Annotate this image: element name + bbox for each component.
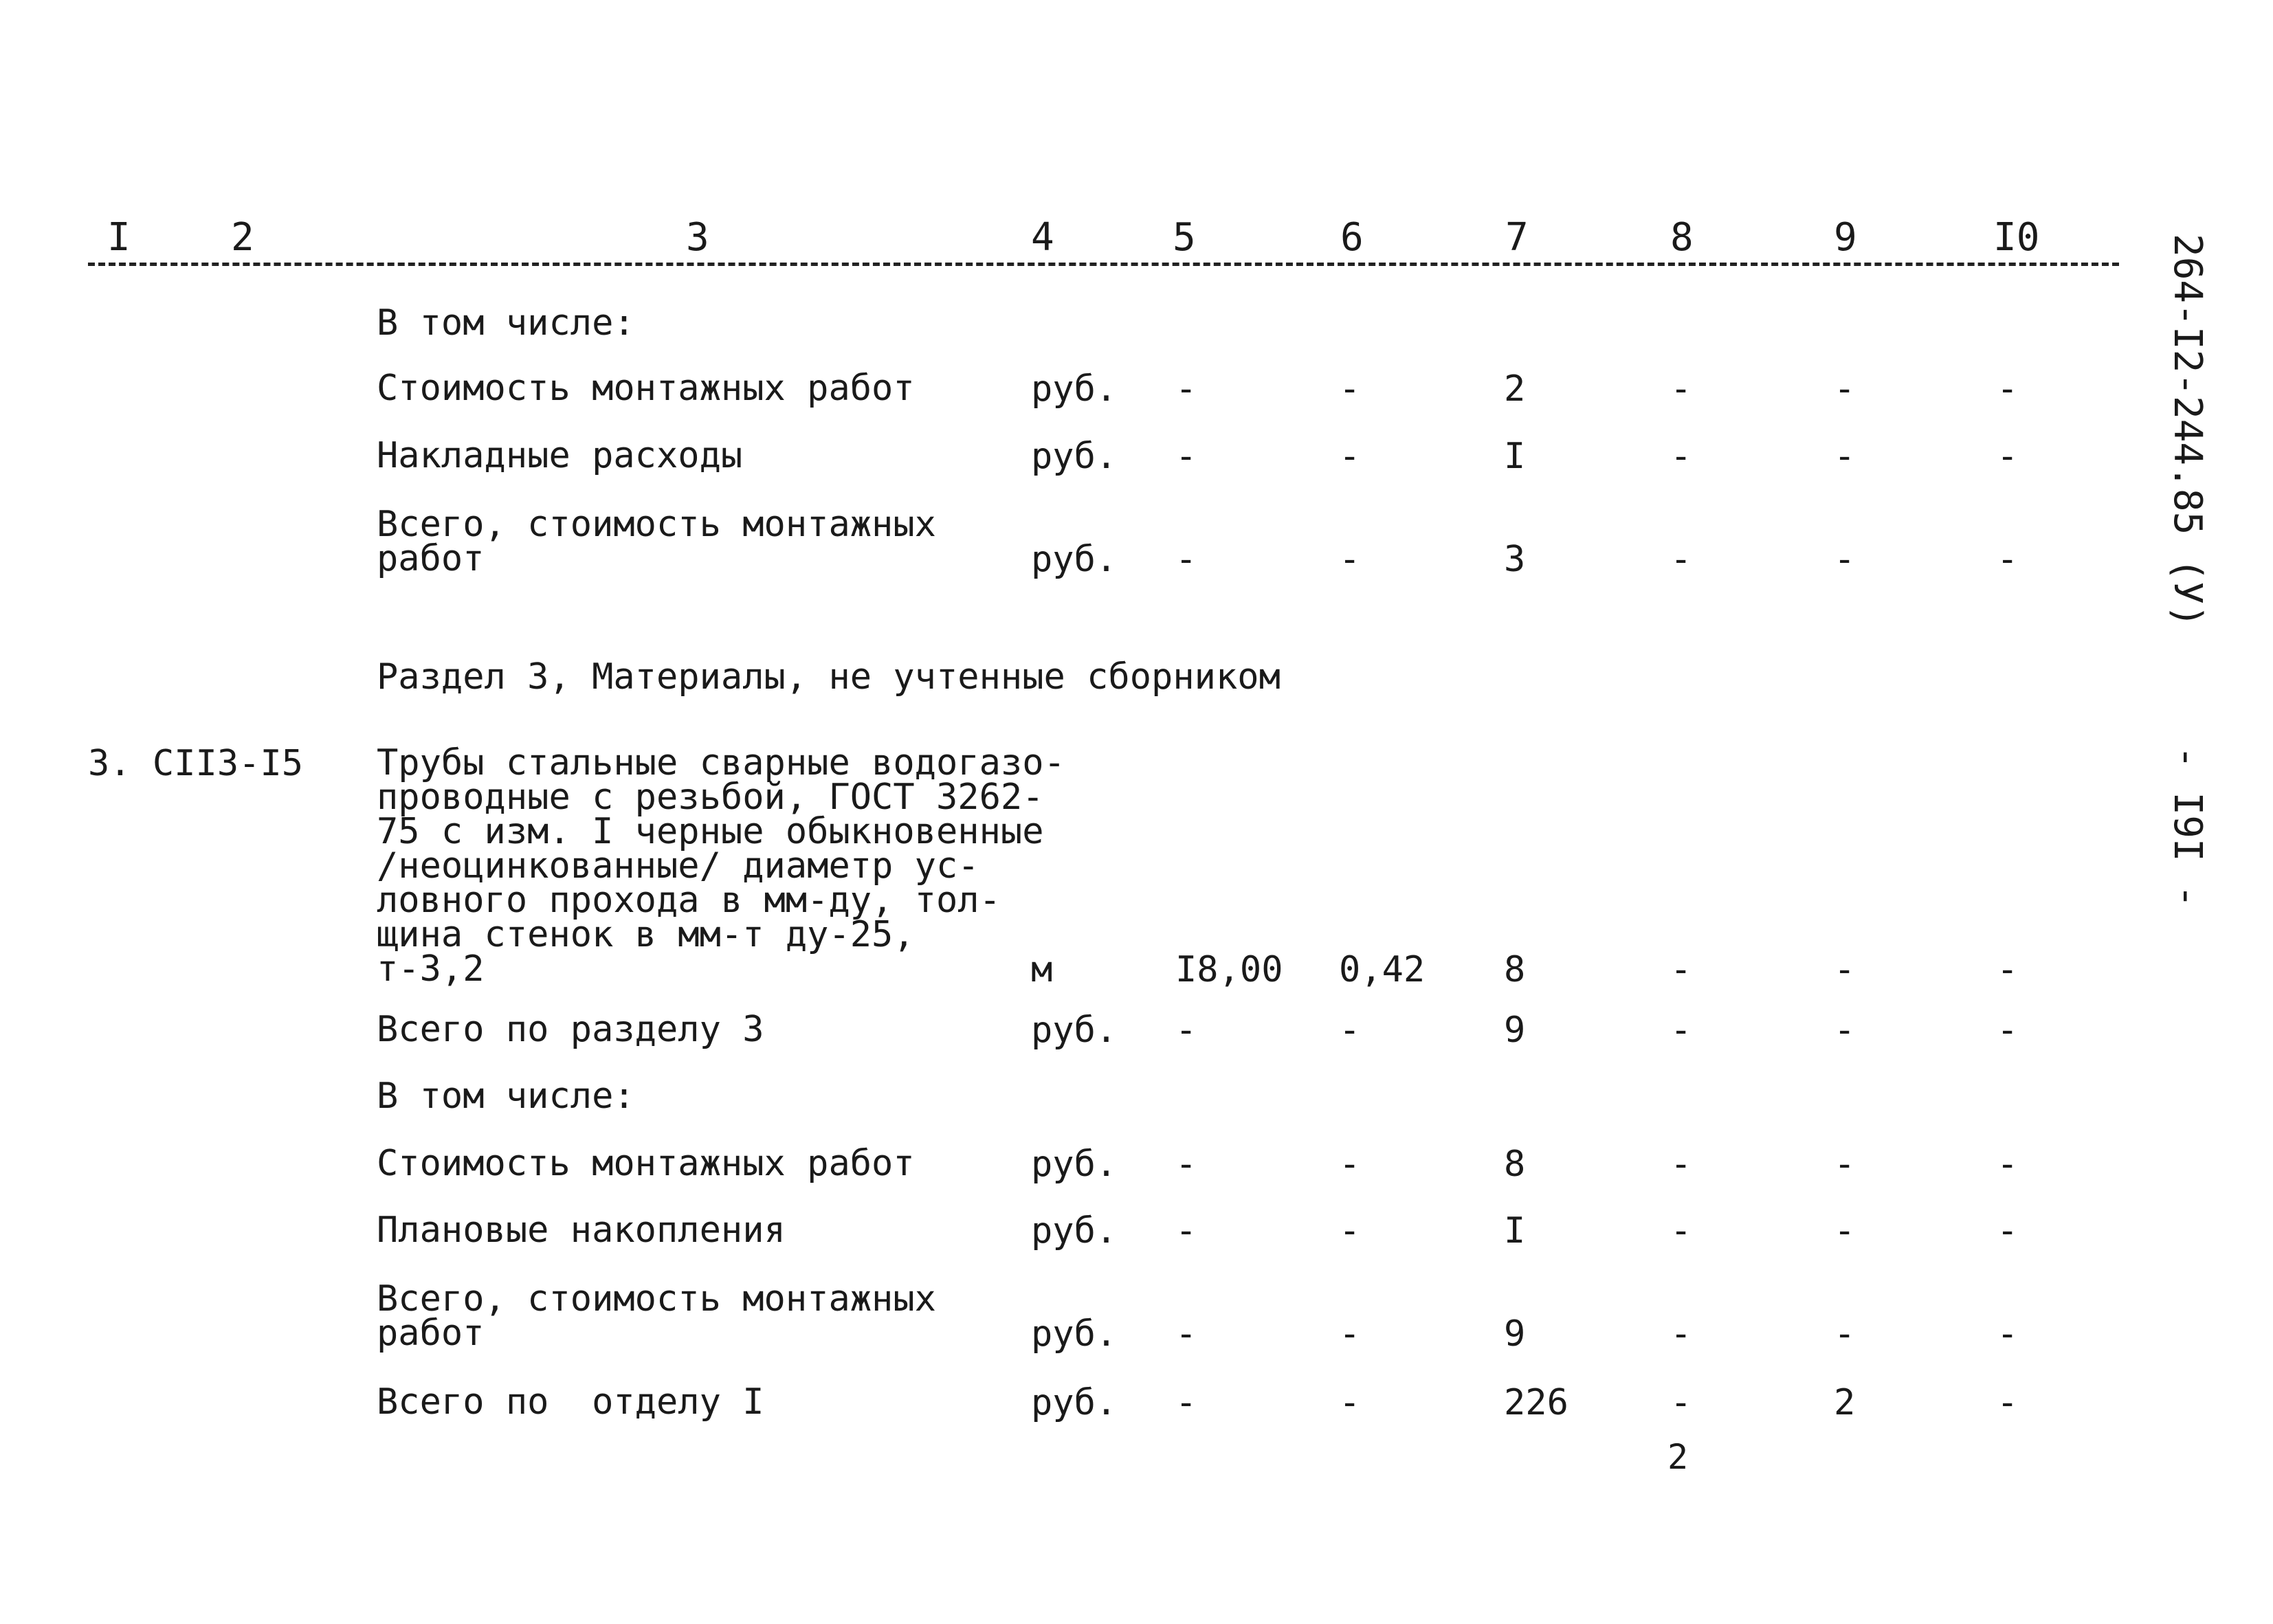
row-12-col8-sub: 2 — [1667, 1437, 1689, 1477]
row-9-c5: - — [1175, 1144, 1197, 1185]
row-4-description: Всего, стоимость монтажных работ — [377, 504, 936, 579]
row-3-c5: - — [1175, 436, 1197, 477]
row-4-unit: руб. — [1031, 539, 1118, 580]
col-header-3: 3 — [686, 215, 709, 260]
row-4-c8: - — [1670, 539, 1692, 580]
row-12-c7: 226 — [1504, 1382, 1568, 1423]
row-7-unit: руб. — [1031, 1010, 1118, 1051]
row-6-c9: - — [1834, 949, 1856, 990]
row-10-unit: руб. — [1031, 1210, 1118, 1252]
row-11-c5: - — [1175, 1313, 1197, 1355]
row-9-c7: 8 — [1504, 1144, 1526, 1185]
row-2-unit: руб. — [1031, 368, 1118, 410]
row-6-unit: м — [1031, 949, 1053, 990]
row-6-c8: - — [1670, 949, 1692, 990]
col-header-2: 2 — [231, 215, 254, 260]
row-10-c10: - — [1997, 1210, 2019, 1252]
row-6-description: Трубы стальные сварные водогазо- проводные с резьбой, ГОСТ 3262- 75 с изм. I черные обыкновенные /неоцинкованные/ диаметр ус- ловного прохода в мм-ду, тол- щина стенок в мм-т ду-25, т-3,2 — [377, 742, 1065, 990]
row-6-number: 3. СII3-I5 — [88, 743, 304, 784]
row-1-description: В том числе: — [377, 302, 635, 344]
col-header-6: 6 — [1340, 215, 1364, 260]
row-2-c6: - — [1339, 368, 1361, 410]
row-4-c6: - — [1339, 539, 1361, 580]
row-9-c6: - — [1339, 1144, 1361, 1185]
page-number: - I9I - — [2165, 746, 2210, 909]
col-header-4: 4 — [1031, 215, 1054, 260]
row-2-description: Стоимость монтажных работ — [377, 368, 915, 409]
col-header-5: 5 — [1173, 215, 1196, 260]
row-9-c8: - — [1670, 1144, 1692, 1185]
row-10-c8: - — [1670, 1210, 1692, 1252]
col-header-8: 8 — [1670, 215, 1694, 260]
row-9-c9: - — [1834, 1144, 1856, 1185]
row-10-c5: - — [1175, 1210, 1197, 1252]
row-8-description: В том числе: — [377, 1076, 635, 1117]
row-3-c8: - — [1670, 436, 1692, 477]
row-4-c5: - — [1175, 539, 1197, 580]
row-7-c8: - — [1670, 1010, 1692, 1051]
row-11-description: Всего, стоимость монтажных работ — [377, 1278, 936, 1354]
header-divider — [88, 263, 2119, 266]
row-2-c5: - — [1175, 368, 1197, 410]
row-12-c9: 2 — [1834, 1382, 1856, 1423]
row-3-c6: - — [1339, 436, 1361, 477]
row-10-c9: - — [1834, 1210, 1856, 1252]
row-2-c10: - — [1997, 368, 2019, 410]
row-3-c9: - — [1834, 436, 1856, 477]
row-11-c8: - — [1670, 1313, 1692, 1355]
row-9-c10: - — [1997, 1144, 2019, 1185]
row-3-c7: I — [1504, 436, 1526, 477]
row-6-c10: - — [1997, 949, 2019, 990]
row-12-c5: - — [1175, 1382, 1197, 1423]
row-7-c9: - — [1834, 1010, 1856, 1051]
row-2-c8: - — [1670, 368, 1692, 410]
row-6-c6: 0,42 — [1339, 949, 1426, 990]
row-6-c7: 8 — [1504, 949, 1526, 990]
row-11-unit: руб. — [1031, 1313, 1118, 1355]
col-header-1: I — [107, 215, 131, 260]
row-6-c5: I8,00 — [1175, 949, 1283, 990]
row-7-c10: - — [1997, 1010, 2019, 1051]
row-12-c6: - — [1339, 1382, 1361, 1423]
col-header-10: I0 — [1993, 215, 2040, 260]
col-header-9: 9 — [1834, 215, 1857, 260]
col-header-7: 7 — [1505, 215, 1529, 260]
row-10-c6: - — [1339, 1210, 1361, 1252]
row-12-unit: руб. — [1031, 1382, 1118, 1423]
row-12-description: Всего по отделу I — [377, 1381, 764, 1423]
row-9-unit: руб. — [1031, 1144, 1118, 1185]
document-code: 264-I2-244.85 (У) — [2165, 234, 2210, 628]
row-9-description: Стоимость монтажных работ — [377, 1143, 915, 1184]
row-2-c7: 2 — [1504, 368, 1526, 410]
row-3-description: Накладные расходы — [377, 435, 743, 476]
row-2-c9: - — [1834, 368, 1856, 410]
row-7-c6: - — [1339, 1010, 1361, 1051]
row-4-c9: - — [1834, 539, 1856, 580]
row-12-c8: - — [1670, 1382, 1692, 1423]
row-10-c7: I — [1504, 1210, 1526, 1252]
row-11-c6: - — [1339, 1313, 1361, 1355]
row-10-description: Плановые накопления — [377, 1210, 786, 1251]
row-3-c10: - — [1997, 436, 2019, 477]
row-11-c9: - — [1834, 1313, 1856, 1355]
row-3-unit: руб. — [1031, 436, 1118, 477]
row-7-description: Всего по разделу 3 — [377, 1009, 764, 1050]
row-7-c5: - — [1175, 1010, 1197, 1051]
row-11-c10: - — [1997, 1313, 2019, 1355]
row-5-description: Раздел 3, Материалы, не учтенные сборником — [377, 656, 1280, 698]
row-4-c7: 3 — [1504, 539, 1526, 580]
row-4-c10: - — [1997, 539, 2019, 580]
row-12-c10: - — [1997, 1382, 2019, 1423]
row-11-c7: 9 — [1504, 1313, 1526, 1355]
row-7-c7: 9 — [1504, 1010, 1526, 1051]
